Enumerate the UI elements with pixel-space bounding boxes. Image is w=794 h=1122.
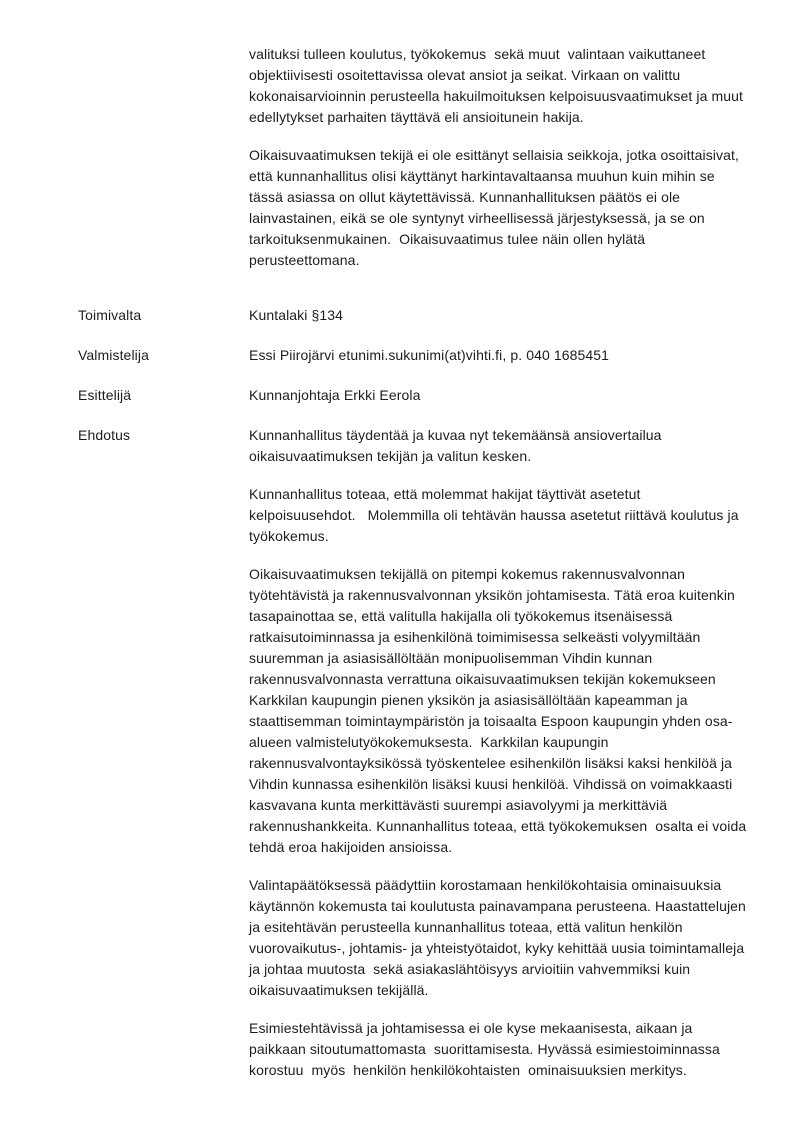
document-body (78, 44, 758, 1098)
proposal-paragraph-5: Esimiestehtävissä ja johtamisessa ei ole kyse mekaanisesta, aikaan ja paikkaan sitoutumattomasta suorittamisesta. Hyvässä esimiestoiminnassa korostuu myös henkilön henkilökohtaisten ominaisuuksien merkitys. (249, 1020, 724, 1078)
intro-paragraph-1: valituksi tulleen koulutus, työkokemus sekä muut valintaan vaikuttaneet objektiivisesti osoitettavissa olevat ansiot ja seikat. Virkaan on valittu kokonaisarvioinnin perusteella hakuilmoituksen kelpoisuusvaatimukset ja muut edellytykset parhaiten täyttävä eli ansioitunein hakija. (249, 46, 751, 125)
intro-section (78, 44, 758, 288)
field-label-toimivalta: Toimivalta (78, 307, 142, 323)
proposal-section (78, 425, 758, 1098)
intro-paragraph-2: Oikaisuvaatimuksen tekijä ei ole esittänyt sellaisia seikkoja, jotka osoittaisivat, että kunnanhallitus olisi käyttänyt harkintavaltaansa muuhun kuin mihin se tässä asiassa on ollut käytettävissä. Kunnanhallituksen päätös ei ole lainvastainen, eikä se ole syntynyt virheellisessä järjestyksessä, ja se on tarkoituksenmukainen. Oikaisuvaatimus tulee näin ollen hylätä perusteettomana. (249, 147, 743, 268)
intro-body (249, 44, 749, 288)
field-row-esittelija (78, 385, 758, 406)
field-value-valmistelija: Essi Piirojärvi etunimi.sukunimi(at)vihti.fi, p. 040 1685451 (249, 347, 610, 363)
proposal-label: Ehdotus (78, 427, 131, 443)
field-row-toimivalta (78, 305, 758, 326)
proposal-paragraph-2: Kunnanhallitus toteaa, että molemmat hakijat täyttivät asetetut kelpoisuusehdot. Molemmilla oli tehtävän haussa asetetut riittävä koulutus ja työkokemus. (249, 486, 743, 544)
field-label-esittelija: Esittelijä (78, 387, 132, 403)
proposal-paragraph-1: Kunnanhallitus täydentää ja kuvaa nyt tekemäänsä ansiovertailua oikaisuvaatimuksen tekijän ja valitun kesken. (249, 427, 666, 464)
field-value-esittelija: Kunnanjohtaja Erkki Eerola (249, 387, 421, 403)
field-row-valmistelija (78, 345, 758, 366)
proposal-paragraph-3: Oikaisuvaatimuksen tekijällä on pitempi kokemus rakennusvalvonnan työtehtävistä ja rakennusvalvonnan yksikön johtamisesta. Tätä eroa kuitenkin tasapainottaa se, että valitulla hakijalla oli työkokemus itsenäisessä ratkaisutoiminnassa ja esihenkilönä toimimisessa selkeästi volyymiltään suuremman ja asiasisällöltään monipuolisemman Vihdin kunnan rakennusvalvonnasta verrattuna oikaisuvaatimuksen tekijän kokemukseen Karkkilan kaupungin pienen yksikön ja asiasisällöltään kapeamman ja staattisemman toimintaympäristön ja toisaalta Espoon kaupungin yhden osa-alueen valmistelutyökokemuksesta. Karkkilan kaupungin rakennusvalvontayksikössä työskentelee esihenkilön lisäksi kaksi henkilöä ja Vihdin kunnassa esihenkilön lisäksi kuusi henkilöä. Vihdissä on voimakkaasti kasvavana kunta merkittävästi suurempi asiavolyymi ja merkittäviä rakennushankkeita. Kunnanhallitus toteaa, että työkokemuksen osalta ei voida tehdä eroa hakijoiden ansioissa. (249, 566, 751, 855)
proposal-body (249, 425, 749, 1098)
proposal-paragraph-4: Valintapäätöksessä päädyttiin korostamaan henkilökohtaisia ominaisuuksia käytännön kokemusta tai koulutusta painavampana perusteena. Haastattelujen ja esitehtävän perusteella kunnanhallitus toteaa, että valitun henkilön vuorovaikutus-, johtamis- ja yhteistyötaidot, kyky kehittää uusia toimintamalleja ja johtaa muutosta sekä asiakaslähtöisyys arvioitiin vahvemmiksi kuin oikaisuvaatimuksen tekijällä. (249, 877, 750, 998)
field-value-toimivalta: Kuntalaki §134 (249, 307, 344, 323)
field-label-valmistelija: Valmistelija (78, 347, 149, 363)
